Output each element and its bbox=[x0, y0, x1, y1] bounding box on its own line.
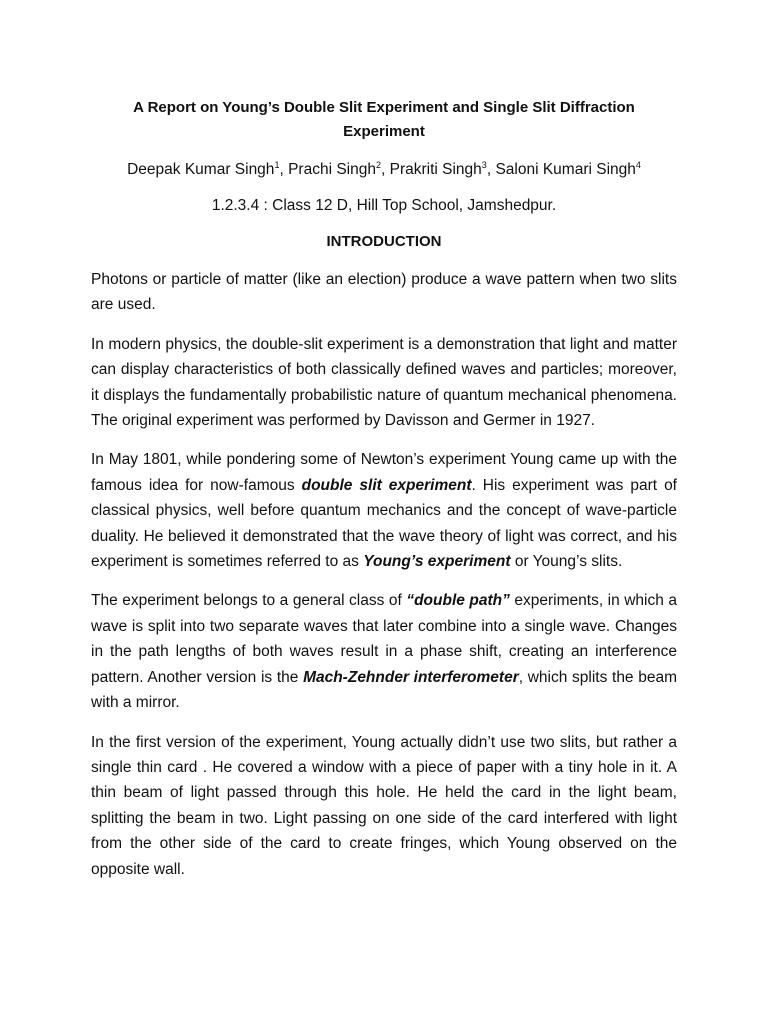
paragraph-text: . His experiment was part of classical physics, well before quantum mechanics and the concept of wave-particle duality. He believed it demonstrated that the wave theory of light was correct, and his experiment is sometimes referred to as bbox=[91, 476, 677, 571]
paragraph-text: In the first version of the experiment, Young actually didn’t use two slits, but rather a single thin card . He covered a window with a piece of paper with a tiny hole in it. A thin beam of light passed through this hole. He held the card in the light beam, splitting the beam in two. Light passing on one side of the card interfered with light from the other side of the card to create fringes, which Young observed on the opposite wall. bbox=[91, 733, 677, 878]
paragraph bbox=[91, 588, 677, 715]
paragraph-text: The experiment belongs to a general class of bbox=[91, 592, 407, 610]
emphasis-term: Young’s experiment bbox=[363, 553, 511, 571]
emphasis-term: double slit experiment bbox=[301, 476, 472, 494]
author: Prachi Singh$^2$, bbox=[288, 160, 390, 178]
author: Saloni Kumari Singh$^4$ bbox=[495, 160, 641, 178]
paragraph bbox=[91, 730, 677, 882]
paragraph bbox=[91, 447, 677, 574]
paragraph-text: or Young’s slits. bbox=[510, 553, 623, 571]
body-text bbox=[91, 267, 677, 882]
paragraph bbox=[91, 332, 677, 434]
author-list bbox=[91, 158, 677, 182]
title-line-2: Experiment bbox=[343, 123, 425, 140]
author: Prakriti Singh$^3$, bbox=[389, 160, 496, 178]
title-line-1: A Report on Young’s Double Slit Experiment and Single Slit Diffraction bbox=[133, 99, 635, 116]
paragraph-text: In May 1801, while pondering some of Newton’s experiment Young came up with the famous idea for now-famous bbox=[91, 451, 677, 494]
affiliation: 1.2.3.4 : Class 12 D, Hill Top School, Jamshedpur. bbox=[211, 197, 557, 214]
paragraph-text: , which splits the beam with a mirror. bbox=[91, 668, 677, 712]
paragraph-text: Photons or particle of matter (like an election) produce a wave pattern when two slits are used. bbox=[91, 271, 677, 314]
emphasis-term: Mach-Zehnder interferometer bbox=[303, 668, 519, 686]
author: Deepak Kumar Singh$^1$, bbox=[127, 160, 289, 178]
section-heading: INTRODUCTION bbox=[326, 233, 442, 250]
paragraph-text: In modern physics, the double-slit experiment is a demonstration that light and matter can display characteristics of both classically defined waves and particles; moreover, it displays the fundamentally probabilistic nature of quantum mechanical phenomena. The original experiment was performed by Davisson and Germer in 1927. bbox=[91, 335, 677, 430]
report-title bbox=[91, 96, 677, 144]
emphasis-term: “double path” bbox=[406, 592, 510, 610]
paragraph bbox=[91, 267, 677, 318]
paragraph-text: experiments, in which a wave is split into two separate waves that later combine into a single wave. Changes in the path lengths of both waves result in a phase shift, creating an interference pattern. Another version is the bbox=[91, 592, 677, 686]
